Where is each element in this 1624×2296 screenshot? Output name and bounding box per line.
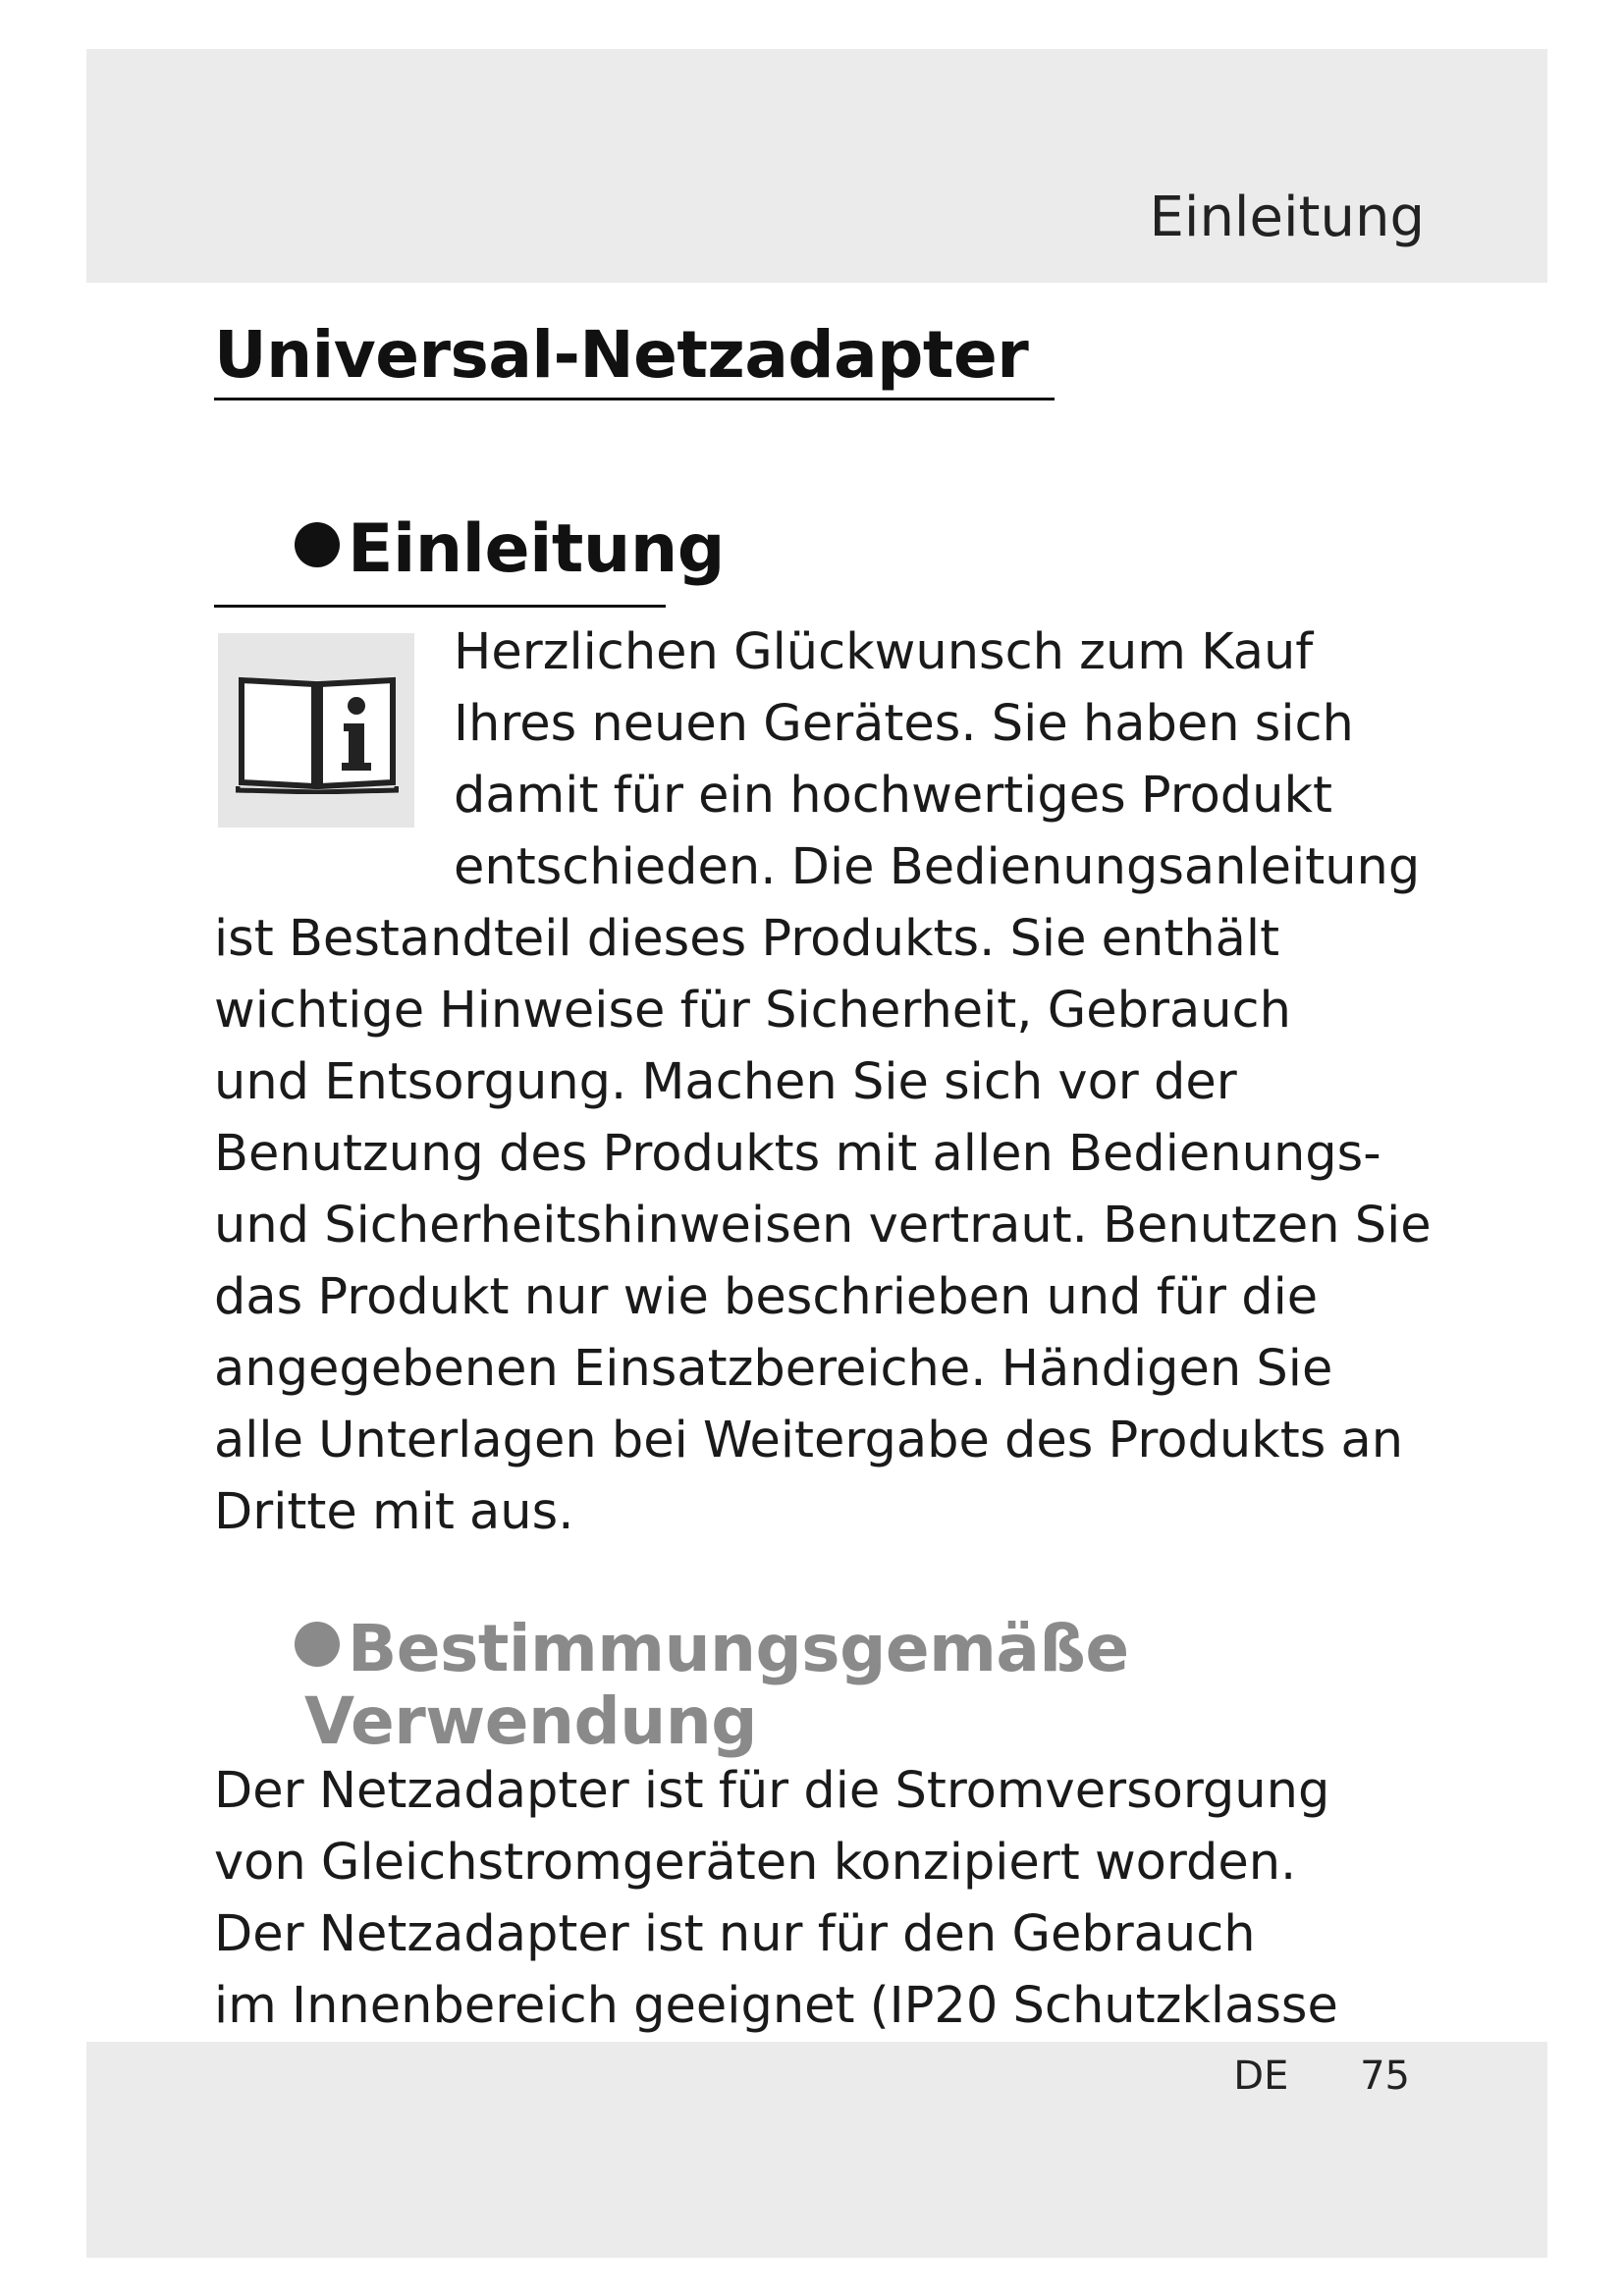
text-line: das Produkt nur wie beschrieben und für die xyxy=(214,1268,1319,1326)
open-book-info-icon xyxy=(236,667,399,794)
text-line: Ihres neuen Gerätes. Sie haben sich xyxy=(454,695,1354,753)
section-heading-verwendung xyxy=(295,1610,1129,1761)
language-code: DE xyxy=(1233,2054,1289,2099)
text-line: angegebenen Einsatzbereiche. Händigen Sie xyxy=(214,1340,1333,1398)
section-heading-text-line2: Verwendung xyxy=(304,1683,757,1759)
text-line: entschieden. Die Bedienungsanleitung xyxy=(454,838,1421,896)
running-head: Einleitung xyxy=(1149,186,1425,249)
section-underline xyxy=(214,605,666,608)
title-underline xyxy=(214,398,1055,400)
section-heading-text: Bestimmungsgemäße xyxy=(348,1611,1129,1686)
page-number: 75 xyxy=(1360,2054,1410,2099)
text-line: Der Netzadapter ist für die Stromversorgung xyxy=(214,1762,1330,1820)
text-line: alle Unterlagen bei Weitergabe des Produkts an xyxy=(214,1412,1404,1469)
bullet-dot-icon xyxy=(295,522,340,567)
text-line: Dritte mit aus. xyxy=(214,1483,574,1541)
text-line: Herzlichen Glückwunsch zum Kauf xyxy=(454,623,1314,681)
intro-paragraph-beside-icon xyxy=(454,616,1420,903)
section-heading-text: Einleitung xyxy=(348,510,725,588)
text-line: Benutzung des Produkts mit allen Bedienungs- xyxy=(214,1125,1381,1183)
text-line: und Entsorgung. Machen Sie sich vor der xyxy=(214,1053,1237,1111)
text-line: ist Bestandteil dieses Produkts. Sie enthält xyxy=(214,910,1280,968)
info-book-icon xyxy=(218,633,414,828)
text-line: damit für ein hochwertiges Produkt xyxy=(454,767,1332,825)
bullet-dot-icon xyxy=(295,1622,340,1667)
text-line: und Sicherheitshinweisen vertraut. Benutzen Sie xyxy=(214,1197,1432,1255)
usage-paragraph xyxy=(214,1755,1338,2042)
page-footer xyxy=(1233,2052,1410,2101)
section-heading-einleitung xyxy=(295,510,725,589)
document-title: Universal-Netzadapter xyxy=(214,317,1029,393)
intro-paragraph xyxy=(214,903,1432,1548)
text-line: im Innenbereich geeignet (IP20 Schutzklasse xyxy=(214,1977,1338,2035)
text-line: wichtige Hinweise für Sicherheit, Gebrauch xyxy=(214,982,1291,1040)
text-line: Der Netzadapter ist nur für den Gebrauch xyxy=(214,1905,1256,1963)
text-line: von Gleichstromgeräten konzipiert worden. xyxy=(214,1834,1297,1892)
